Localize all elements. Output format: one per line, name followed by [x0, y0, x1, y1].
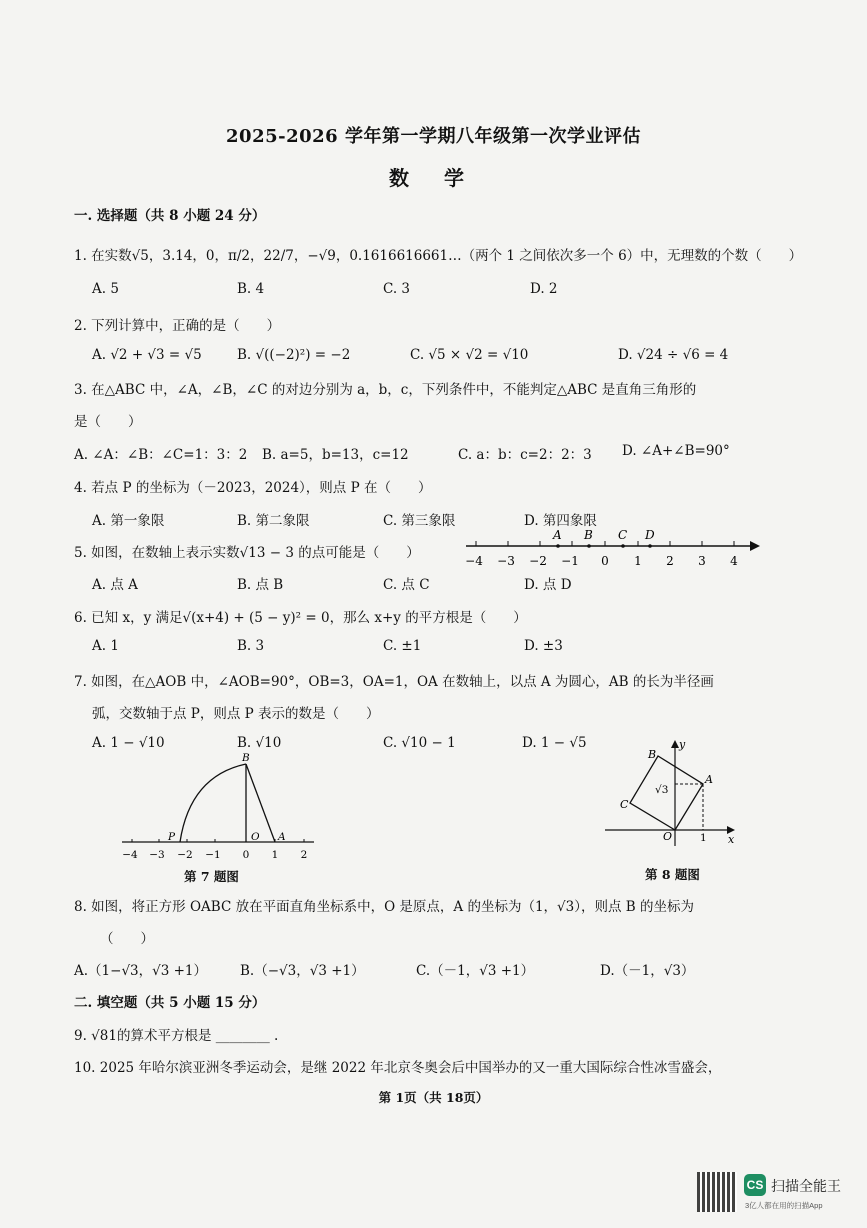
q5-option-c: C. 点 C [383, 577, 430, 593]
q5-tick-label: −3 [497, 554, 515, 568]
q8-y-arrow [671, 740, 679, 748]
q5-point-b-label: B [584, 528, 593, 542]
q7-option-d: D. 1 − √5 [522, 735, 587, 751]
q4-option-b: B. 第二象限 [237, 513, 310, 529]
q7-option-c: C. √10 − 1 [383, 735, 456, 751]
q5-number-line-figure [460, 526, 770, 572]
camscanner-tagline: 3亿人都在用的扫描App [745, 1201, 823, 1210]
q5-point-a-dot [556, 544, 560, 548]
q6-option-a: A. 1 [92, 638, 119, 654]
q4-option-c: C. 第三象限 [383, 513, 456, 529]
question-5-stem: 5. 如图，在数轴上表示实数√13 − 3 的点可能是（ ） [74, 545, 420, 561]
q5-tick-label: −2 [529, 554, 547, 568]
q8-label-one: 1 [700, 832, 707, 844]
page-title: 2025-2026 学年第一学期八年级第一次学业评估 [226, 126, 641, 147]
q1-option-c: C. 3 [383, 281, 411, 297]
q8-option-c: C.（－1，√3 +1） [416, 963, 535, 979]
q5-option-b: B. 点 B [237, 577, 284, 593]
q5-ticks [476, 541, 734, 546]
q7-label-p: P [168, 831, 176, 843]
q5-option-a: A. 点 A [92, 577, 138, 593]
question-8-stem-line2: （ ） [100, 931, 154, 947]
q7-tick-label: 2 [300, 849, 308, 861]
q2-option-d: D. √24 ÷ √6 = 4 [618, 347, 729, 363]
q2-option-b: B. √((−2)²) = −2 [237, 347, 351, 363]
q7-tick-label: −4 [122, 849, 138, 861]
q6-option-c: C. ±1 [383, 638, 422, 654]
camscanner-name: 扫描全能王 [771, 1178, 841, 1194]
q8-label-c: C [620, 798, 629, 811]
q4-option-d: D. 第四象限 [524, 513, 597, 529]
q5-tick-label: 2 [666, 554, 674, 568]
q8-label-o: O [663, 830, 673, 843]
q8-option-d: D.（－1，√3） [600, 963, 695, 979]
q5-tick-label: −1 [561, 554, 579, 568]
q5-axis-arrow [750, 541, 760, 551]
question-4-stem: 4. 若点 P 的坐标为（－2023，2024），则点 P 在（ ） [74, 480, 432, 496]
q8-label-y: y [679, 738, 686, 751]
question-7-stem-line1: 7. 如图，在△AOB 中，∠AOB=90°，OB=3，OA=1，OA 在数轴上，以点 A 为圆心，AB 的长为半径画 [74, 674, 714, 690]
question-10-stem: 10. 2025 年哈尔滨亚洲冬季运动会，是继 2022 年北京冬奥会后中国举办的又一重大国际综合性冰雪盛会， [74, 1060, 722, 1076]
q1-option-d: D. 2 [530, 281, 558, 297]
q6-option-d: D. ±3 [524, 638, 563, 654]
q7-tick-label: −3 [149, 849, 165, 861]
q7-option-b: B. √10 [237, 735, 282, 751]
question-8-stem-line1: 8. 如图，将正方形 OABC 放在平面直角坐标系中，O 是原点，A 的坐标为（1，√3），则点 B 的坐标为 [74, 899, 695, 915]
q5-point-d-label: D [645, 528, 655, 542]
qr-code-image [697, 1172, 737, 1212]
q7-label-o: O [251, 831, 260, 843]
question-3-stem-line2: 是（ ） [74, 414, 142, 430]
q3-option-b: B. a=5，b=13，c=12 [262, 447, 409, 463]
q8-option-a: A.（1−√3，√3 +1） [74, 963, 208, 979]
q5-option-d: D. 点 D [524, 577, 572, 593]
q5-point-b-dot [587, 544, 591, 548]
q8-label-sqrt3: √3 [655, 784, 669, 796]
question-9-stem: 9. √81的算术平方根是 ________ . [74, 1028, 279, 1044]
q7-tick-label: 1 [271, 849, 279, 861]
q8-label-b: B [648, 748, 657, 761]
q6-option-b: B. 3 [237, 638, 265, 654]
q7-tick-label: 0 [242, 849, 250, 861]
q5-tick-label: 3 [698, 554, 706, 568]
q8-label-a: A [705, 773, 713, 786]
q5-tick-label: 1 [634, 554, 642, 568]
q7-figure [118, 752, 318, 864]
question-6-stem: 6. 已知 x，y 满足√(x+4) + (5 − y)² = 0，那么 x+y 的平方根是（ ） [74, 610, 527, 626]
camscanner-logo: CS [744, 1174, 766, 1196]
section-fill-heading: 二. 填空题（共 5 小题 15 分） [74, 995, 266, 1011]
q7-label-a: A [278, 831, 286, 843]
section-choice-heading: 一. 选择题（共 8 小题 24 分） [74, 208, 266, 224]
q1-option-b: B. 4 [237, 281, 265, 297]
q7-tick-label: −2 [177, 849, 193, 861]
q7-tick-label: −1 [205, 849, 221, 861]
q7-arc [180, 764, 246, 842]
q5-tick-label: 4 [730, 554, 738, 568]
q8-label-x: x [728, 833, 735, 846]
q1-option-a: A. 5 [92, 281, 119, 297]
q8-figure-caption: 第 8 题图 [645, 867, 700, 882]
question-1-stem: 1. 在实数√5，3.14，0，π/2，22/7，−√9，0.1616616661…（两个 1 之间依次多一个 6）中，无理数的个数（ ） [74, 248, 803, 264]
page-footer: 第 1页（共 18页） [378, 1090, 489, 1105]
q5-point-c-dot [621, 544, 625, 548]
q7-option-a: A. 1 − √10 [92, 735, 165, 751]
subject-title: 数 学 [389, 166, 478, 190]
question-7-stem-line2: 弧，交数轴于点 P，则点 P 表示的数是（ ） [92, 706, 380, 722]
q8-option-b: B.（−√3，√3 +1） [240, 963, 365, 979]
q7-figure-caption: 第 7 题图 [184, 869, 239, 884]
q8-figure [603, 732, 743, 848]
q5-tick-label: −4 [465, 554, 483, 568]
q5-tick-label: 0 [601, 554, 609, 568]
q2-option-a: A. √2 + √3 = √5 [92, 347, 202, 363]
q5-point-a-label: A [553, 528, 562, 542]
question-2-stem: 2. 下列计算中，正确的是（ ） [74, 318, 281, 334]
q3-option-c: C. a：b：c=2：2：3 [458, 447, 592, 463]
q2-option-c: C. √5 × √2 = √10 [410, 347, 529, 363]
q5-point-d-dot [648, 544, 652, 548]
question-3-stem-line1: 3. 在△ABC 中，∠A，∠B，∠C 的对边分别为 a，b，c，下列条件中，不能判定△ABC 是直角三角形的 [74, 382, 697, 398]
q3-option-a: A. ∠A：∠B：∠C=1：3：2 [74, 447, 248, 463]
q5-point-c-label: C [618, 528, 628, 542]
q4-option-a: A. 第一象限 [92, 513, 165, 529]
q3-option-d: D. ∠A+∠B=90° [622, 443, 730, 459]
q7-label-b: B [242, 752, 250, 764]
